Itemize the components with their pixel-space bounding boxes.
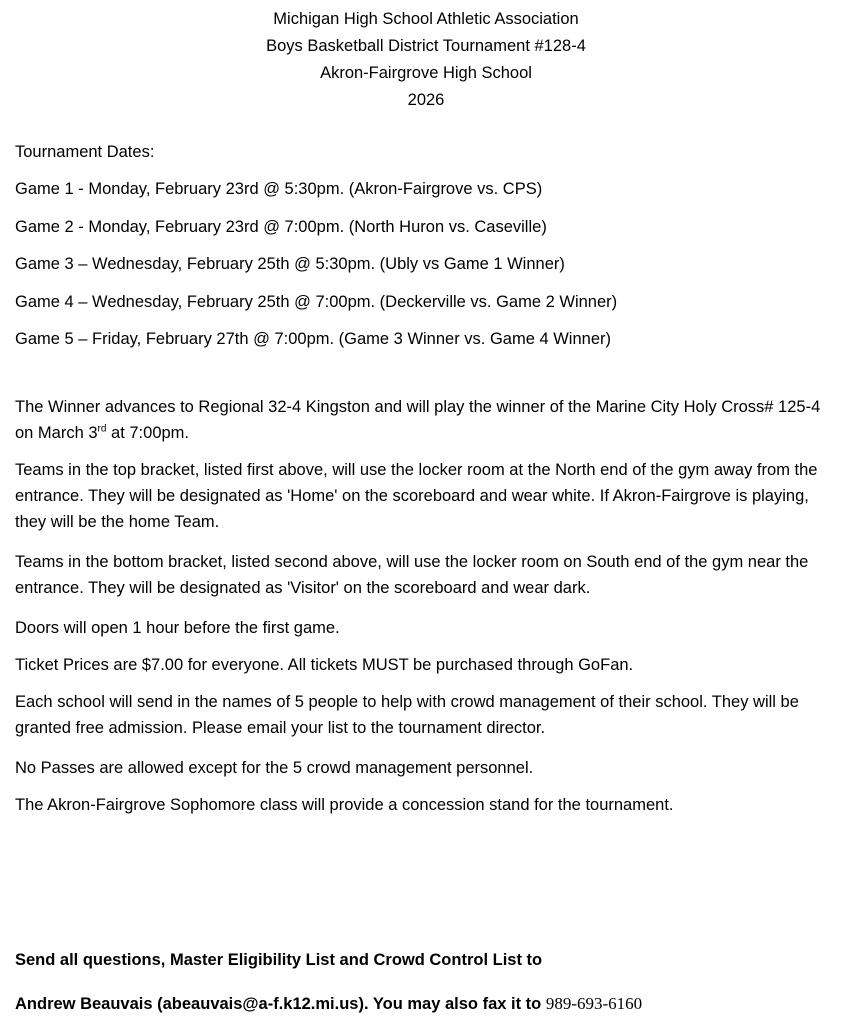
winner-text: The Winner advances to Regional 32-4 Kingston and will play the winner of the Marine City Holy Cross# 125-4 on March 3 — [15, 398, 821, 442]
document-header — [0, 6, 852, 114]
top-bracket-paragraph: Teams in the top bracket, listed first above, will use the locker room at the North end of the gym away from the entrance. They will be designated as 'Home' on the scoreboard and wear white. If Akron-Fairgrove is playing, they will be the home Team. — [15, 461, 818, 531]
footer-send-line: Send all questions, Master Eligibility List and Crowd Control List to — [15, 951, 543, 969]
doors-paragraph: Doors will open 1 hour before the first game. — [15, 619, 340, 637]
header-year: 2026 — [407, 91, 445, 109]
tickets-paragraph: Ticket Prices are $7.00 for everyone. All tickets MUST be purchased through GoFan. — [15, 656, 634, 674]
game-4: Game 4 – Wednesday, February 25th @ 7:00pm. (Deckerville vs. Game 2 Winner) — [15, 293, 618, 311]
game-2: Game 2 - Monday, February 23rd @ 7:00pm. (North Huron vs. Caseville) — [15, 218, 547, 236]
winner-paragraph — [15, 394, 830, 446]
header-school: Akron-Fairgrove High School — [320, 64, 532, 82]
game-3: Game 3 – Wednesday, February 25th @ 5:30pm. (Ubly vs Game 1 Winner) — [15, 255, 565, 273]
winner-time: at 7:00pm. — [106, 424, 190, 442]
fax-number: 989-693-6160 — [545, 994, 643, 1013]
bottom-bracket-paragraph: Teams in the bottom bracket, listed second above, will use the locker room on South end of the gym near the entrance. They will be designated as 'Visitor' on the scoreboard and wear dark. — [15, 553, 809, 597]
passes-paragraph: No Passes are allowed except for the 5 crowd management personnel. — [15, 759, 534, 777]
concession-paragraph: The Akron-Fairgrove Sophomore class will provide a concession stand for the tournament. — [15, 796, 674, 814]
winner-ordinal: rd — [97, 423, 107, 435]
game-1: Game 1 - Monday, February 23rd @ 5:30pm. (Akron-Fairgrove vs. CPS) — [15, 180, 543, 198]
footer-contact-line — [15, 994, 642, 1014]
tournament-dates-label: Tournament Dates: — [15, 143, 155, 161]
crowd-management-paragraph: Each school will send in the names of 5 people to help with crowd management of their school. They will be granted free admission. Please email your list to the tournament director. — [15, 693, 799, 737]
contact-text: Andrew Beauvais (abeauvais@a-f.k12.mi.us). You may also fax it to — [15, 995, 546, 1013]
game-5: Game 5 – Friday, February 27th @ 7:00pm. (Game 3 Winner vs. Game 4 Winner) — [15, 330, 611, 348]
header-association: Michigan High School Athletic Association — [273, 10, 579, 28]
header-tournament: Boys Basketball District Tournament #128-4 — [266, 37, 586, 55]
